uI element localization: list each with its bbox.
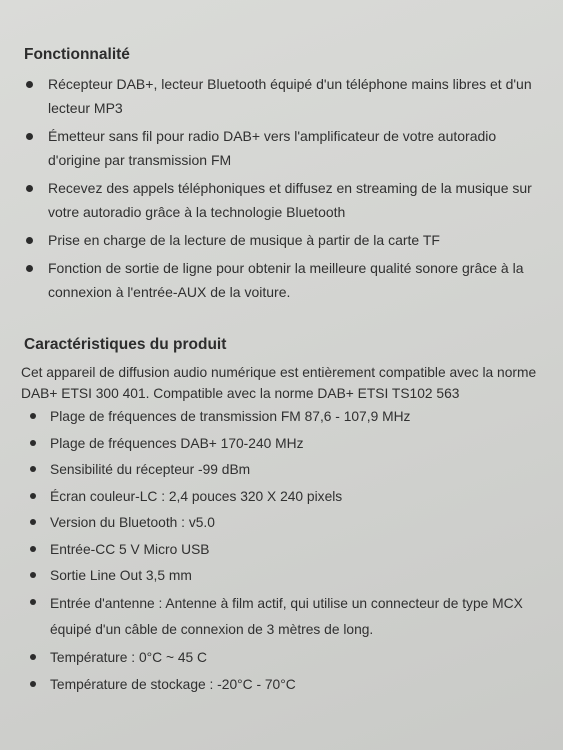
bullet-icon [30,440,36,446]
specs-list [24,405,539,696]
specs-intro: Cet appareil de diffusion audio numérique est entièrement compatible avec la norme DAB+ ETSI 300 401. Compatible avec la norme DAB+ ETSI TS102 563 [21,365,537,401]
features-title: Fonctionnalité [24,46,130,63]
specs-title: Caractéristiques du produit [24,336,227,353]
list-item-text: Sensibilité du récepteur -99 dBm [50,462,251,477]
bullet-icon [30,519,36,525]
list-item-text: Température : 0°C ~ 45 C [50,650,207,665]
bullet-icon [26,237,33,244]
bullet-icon [26,133,33,140]
list-item [24,405,539,428]
bullet-icon [30,546,36,552]
list-item-text: Prise en charge de la lecture de musique à partir de la carte TF [48,232,440,248]
list-item-text: Fonction de sortie de ligne pour obtenir la meilleure qualité sonore grâce à la connexion à l'entrée-AUX de la voiture. [48,260,524,300]
bullet-icon [30,413,36,419]
specs-section [21,336,539,696]
features-list [24,72,539,304]
list-item-text: Plage de fréquences DAB+ 170-240 MHz [50,435,304,451]
bullet-icon [30,681,36,687]
bullet-icon [26,81,33,88]
bullet-icon [30,572,36,578]
list-item-text: Version du Bluetooth : v5.0 [50,515,215,530]
list-item [24,538,539,561]
list-item [24,591,539,643]
list-item [24,72,539,120]
list-item [24,485,539,508]
list-item [24,176,539,224]
list-item-text: Plage de fréquences de transmission FM 87,6 - 107,9 MHz [50,409,411,424]
list-item-text: Entrée-CC 5 V Micro USB [50,541,210,557]
list-item-text: Recevez des appels téléphoniques et diffusez en streaming de la musique sur votre autoradio grâce à la technologie Bluetooth [48,180,532,220]
list-item [24,673,539,696]
list-item [24,124,539,172]
list-item [24,458,539,481]
bullet-icon [26,265,33,272]
bullet-icon [30,654,36,660]
bullet-icon [26,185,33,192]
list-item [24,432,539,455]
list-item [24,256,539,304]
list-item-text: Température de stockage : -20°C - 70°C [50,676,296,692]
features-section [24,46,539,304]
bullet-icon [30,493,36,499]
list-item-text: Écran couleur-LC : 2,4 pouces 320 X 240 pixels [50,488,343,504]
list-item-text: Émetteur sans fil pour radio DAB+ vers l'amplificateur de votre autoradio d'origine par transmission FM [48,128,497,168]
list-item-text: Sortie Line Out 3,5 mm [50,568,192,583]
list-item-text: Récepteur DAB+, lecteur Bluetooth équipé d'un téléphone mains libres et d'un lecteur MP3 [48,76,532,116]
list-item [24,228,539,252]
list-item-text: Entrée d'antenne : Antenne à film actif, qui utilise un connecteur de type MCX équipé d'un câble de connexion de 3 mètres de long. [50,595,523,637]
bullet-icon [30,466,36,472]
list-item [24,511,539,534]
list-item [24,564,539,587]
list-item [24,646,539,669]
bullet-icon [30,599,36,605]
